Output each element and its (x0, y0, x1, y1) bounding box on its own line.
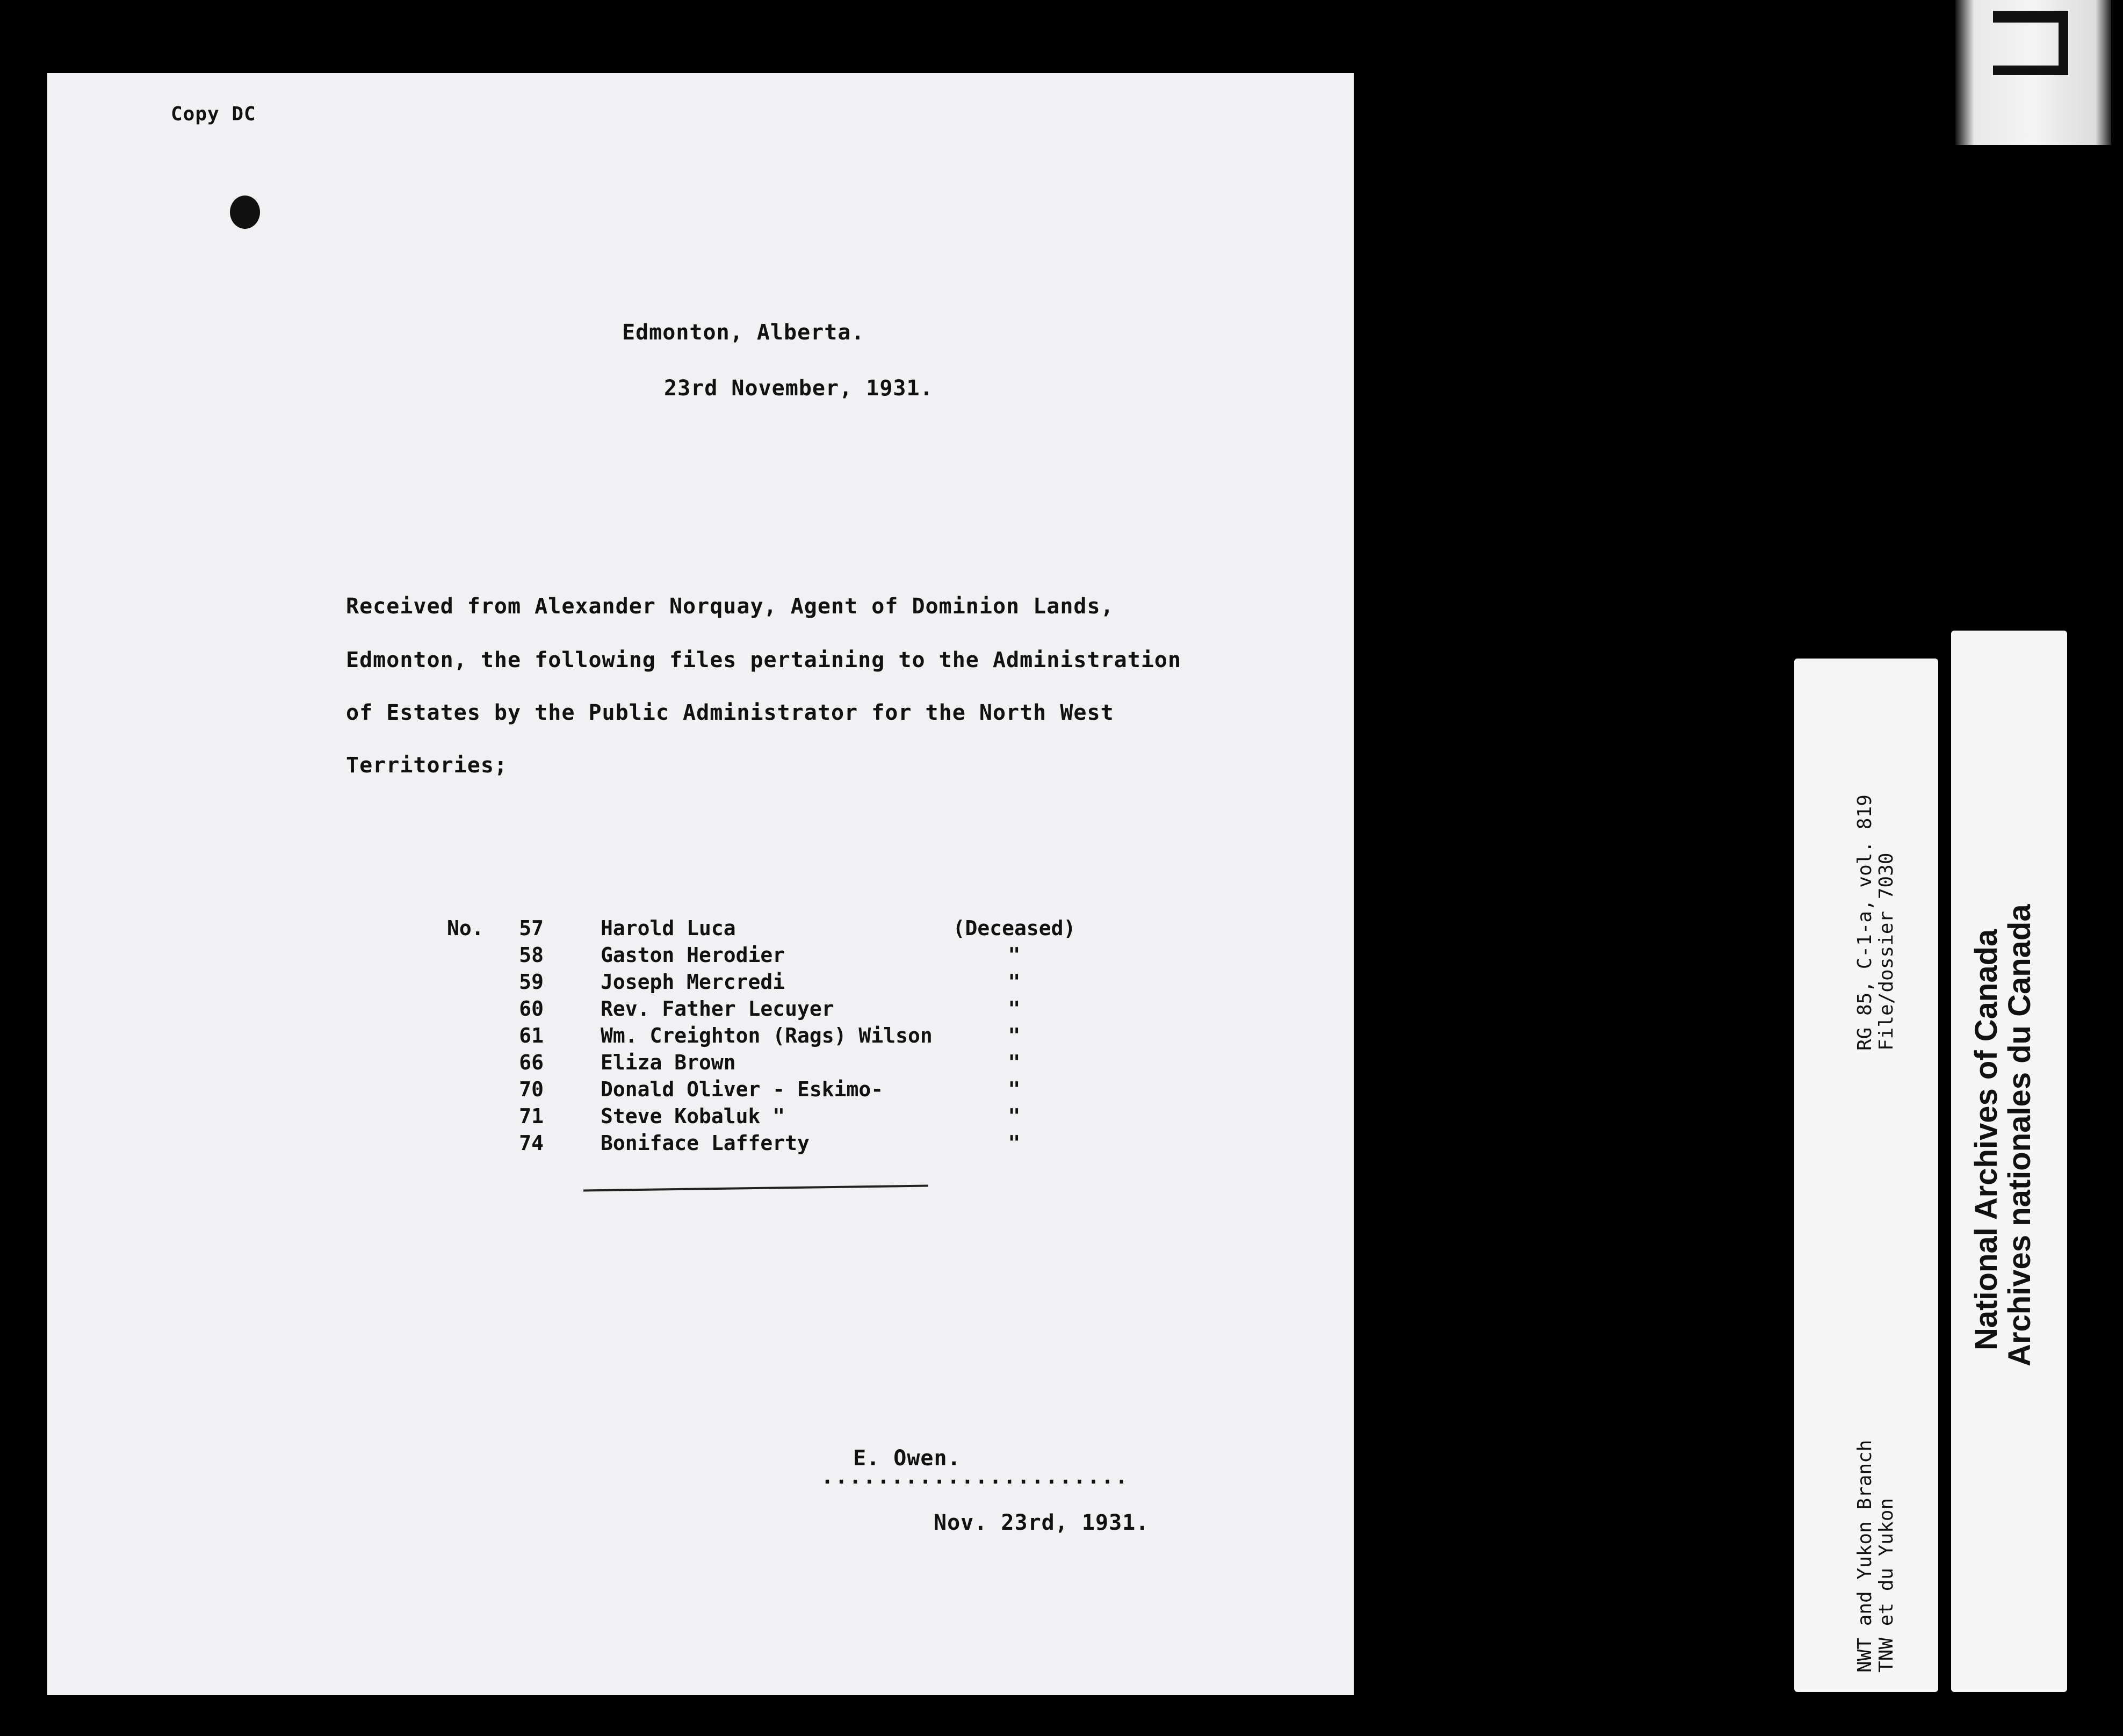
archives-name-french: Archives nationales du Canada (2002, 904, 2037, 1366)
file-number: 74 (519, 1131, 544, 1155)
branch-line-1: NWT and Yukon Branch (1854, 1440, 1876, 1673)
file-name: Joseph Mercredi (601, 970, 785, 994)
body-line: Territories; (346, 753, 508, 778)
file-status: " (1008, 943, 1021, 967)
file-number: 57 (519, 916, 544, 940)
file-status: " (1008, 997, 1021, 1021)
file-name: Wm. Creighton (Rags) Wilson (601, 1024, 933, 1047)
file-number: 66 (519, 1051, 544, 1074)
archives-banner (1951, 631, 2067, 1692)
file-row (447, 943, 1199, 970)
file-name: Rev. Father Lecuyer (601, 997, 834, 1021)
file-name: Gaston Herodier (601, 943, 785, 967)
archive-reference-label (1794, 659, 1938, 1692)
file-row (447, 997, 1199, 1024)
file-status: " (1008, 1104, 1021, 1128)
archives-name-english: National Archives of Canada (1969, 929, 2004, 1350)
file-row (447, 1051, 1199, 1077)
reel-marker-glyph (1993, 11, 2068, 75)
file-status: (Deceased) (952, 916, 1076, 940)
file-row (447, 970, 1199, 997)
file-number: 71 (519, 1104, 544, 1128)
file-number: 61 (519, 1024, 544, 1047)
file-status: " (1008, 1131, 1021, 1155)
file-number: 60 (519, 997, 544, 1021)
document-page (47, 73, 1354, 1695)
copy-label: Copy DC (171, 103, 256, 125)
file-status: " (1008, 1051, 1021, 1074)
file-name: Harold Luca (601, 916, 736, 940)
file-name: Eliza Brown (601, 1051, 736, 1074)
file-status: " (1008, 1077, 1021, 1101)
file-number: 70 (519, 1077, 544, 1101)
file-number: 59 (519, 970, 544, 994)
file-name: Steve Kobaluk " (601, 1104, 785, 1128)
letter-place: Edmonton, Alberta. (622, 320, 865, 345)
files-list (447, 916, 1199, 1158)
file-number: 58 (519, 943, 544, 967)
file-number-prefix: No. (447, 916, 484, 940)
letter-date: 23rd November, 1931. (664, 376, 934, 401)
file-row (447, 1077, 1199, 1104)
signature-date: Nov. 23rd, 1931. (934, 1510, 1150, 1535)
file-row (447, 1024, 1199, 1051)
file-row (447, 1104, 1199, 1131)
branch-line-2: TNW et du Yukon (1875, 1498, 1897, 1673)
reference-line-1: RG 85, C-1-a, vol. 819 (1854, 794, 1876, 1051)
punch-hole (230, 196, 260, 229)
film-reel-marker (1955, 0, 2111, 145)
body-line: Received from Alexander Norquay, Agent of Dominion Lands, (346, 594, 1114, 619)
reference-line-2: File/dossier 7030 (1875, 852, 1897, 1051)
file-row (447, 1131, 1199, 1158)
handwritten-underline (583, 1185, 928, 1192)
signature-dots: ...................... (821, 1464, 1129, 1489)
file-name: Boniface Lafferty (601, 1131, 810, 1155)
body-line: of Estates by the Public Administrator for the North West (346, 700, 1114, 725)
file-status: " (1008, 970, 1021, 994)
file-name: Donald Oliver - Eskimo- (601, 1077, 884, 1101)
signature-name: E. Owen. (853, 1446, 961, 1471)
file-status: " (1008, 1024, 1021, 1047)
file-row (447, 916, 1199, 943)
body-line: Edmonton, the following files pertaining to the Administration (346, 648, 1182, 672)
